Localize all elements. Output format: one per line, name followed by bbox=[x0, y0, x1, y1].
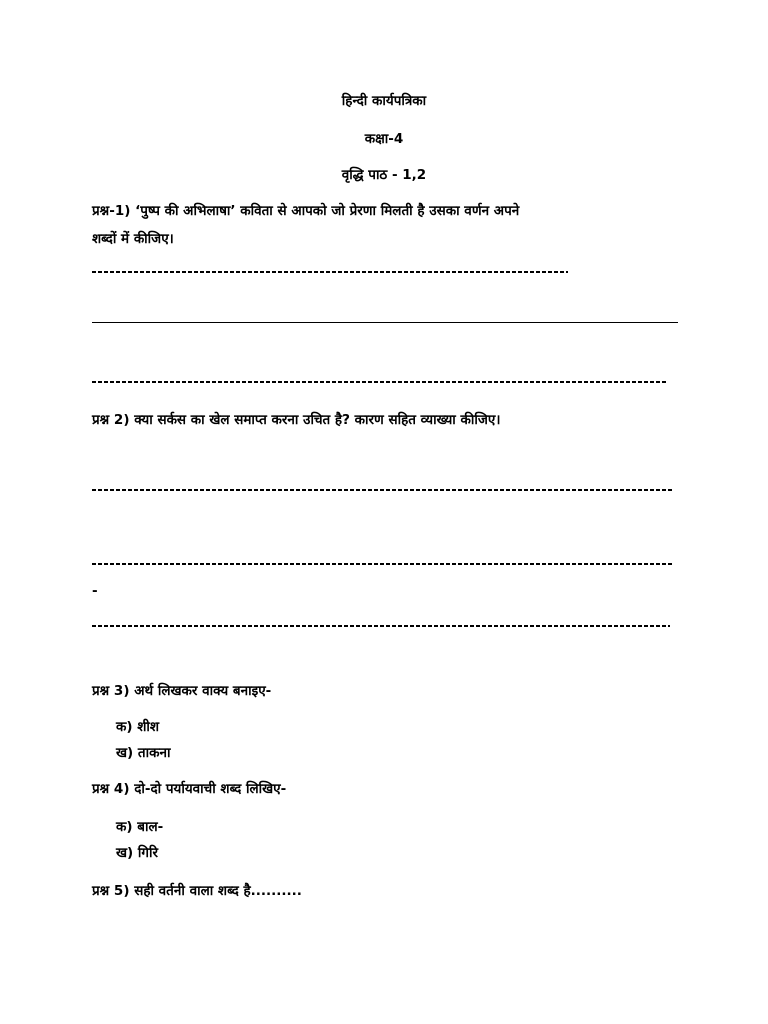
question-3: प्रश्न 3) अर्थ लिखकर वाक्य बनाइए- bbox=[92, 683, 272, 699]
question-1-line-1: प्रश्न-1) ‘पुष्प की अभिलाषा’ कविता से आपको जो प्रेरणा मिलती है उसका वर्णन अपने bbox=[92, 203, 520, 219]
answer-line-dashed bbox=[92, 271, 568, 273]
question-4-item-a: क) बाल- bbox=[116, 819, 164, 835]
class-label: कक्षा-4 bbox=[364, 131, 404, 147]
stray-dash: - bbox=[92, 583, 98, 599]
lesson-label: वृद्धि पाठ - 1,2 bbox=[341, 167, 427, 183]
question-2: प्रश्न 2) क्या सर्कस का खेल समाप्त करना उचित है? कारण सहित व्याख्या कीजिए। bbox=[92, 412, 501, 428]
question-3-item-a: क) शीश bbox=[116, 719, 160, 735]
question-1-line-2: शब्दों में कीजिए। bbox=[92, 231, 174, 247]
question-3-item-b: ख) ताकना bbox=[116, 745, 171, 761]
answer-line-dashed bbox=[92, 381, 668, 383]
question-5: प्रश्न 5) सही वर्तनी वाला शब्द है.......... bbox=[92, 883, 302, 899]
answer-line-dashed bbox=[92, 489, 674, 491]
question-4-item-b: ख) गिरि bbox=[116, 845, 159, 861]
answer-line-dashed bbox=[92, 563, 674, 565]
answer-line-dashed bbox=[92, 625, 670, 627]
question-4: प्रश्न 4) दो-दो पर्यायवाची शब्द लिखिए- bbox=[92, 781, 287, 797]
answer-line-solid bbox=[92, 322, 678, 323]
worksheet-title: हिन्दी कार्यपत्रिका bbox=[341, 93, 427, 109]
